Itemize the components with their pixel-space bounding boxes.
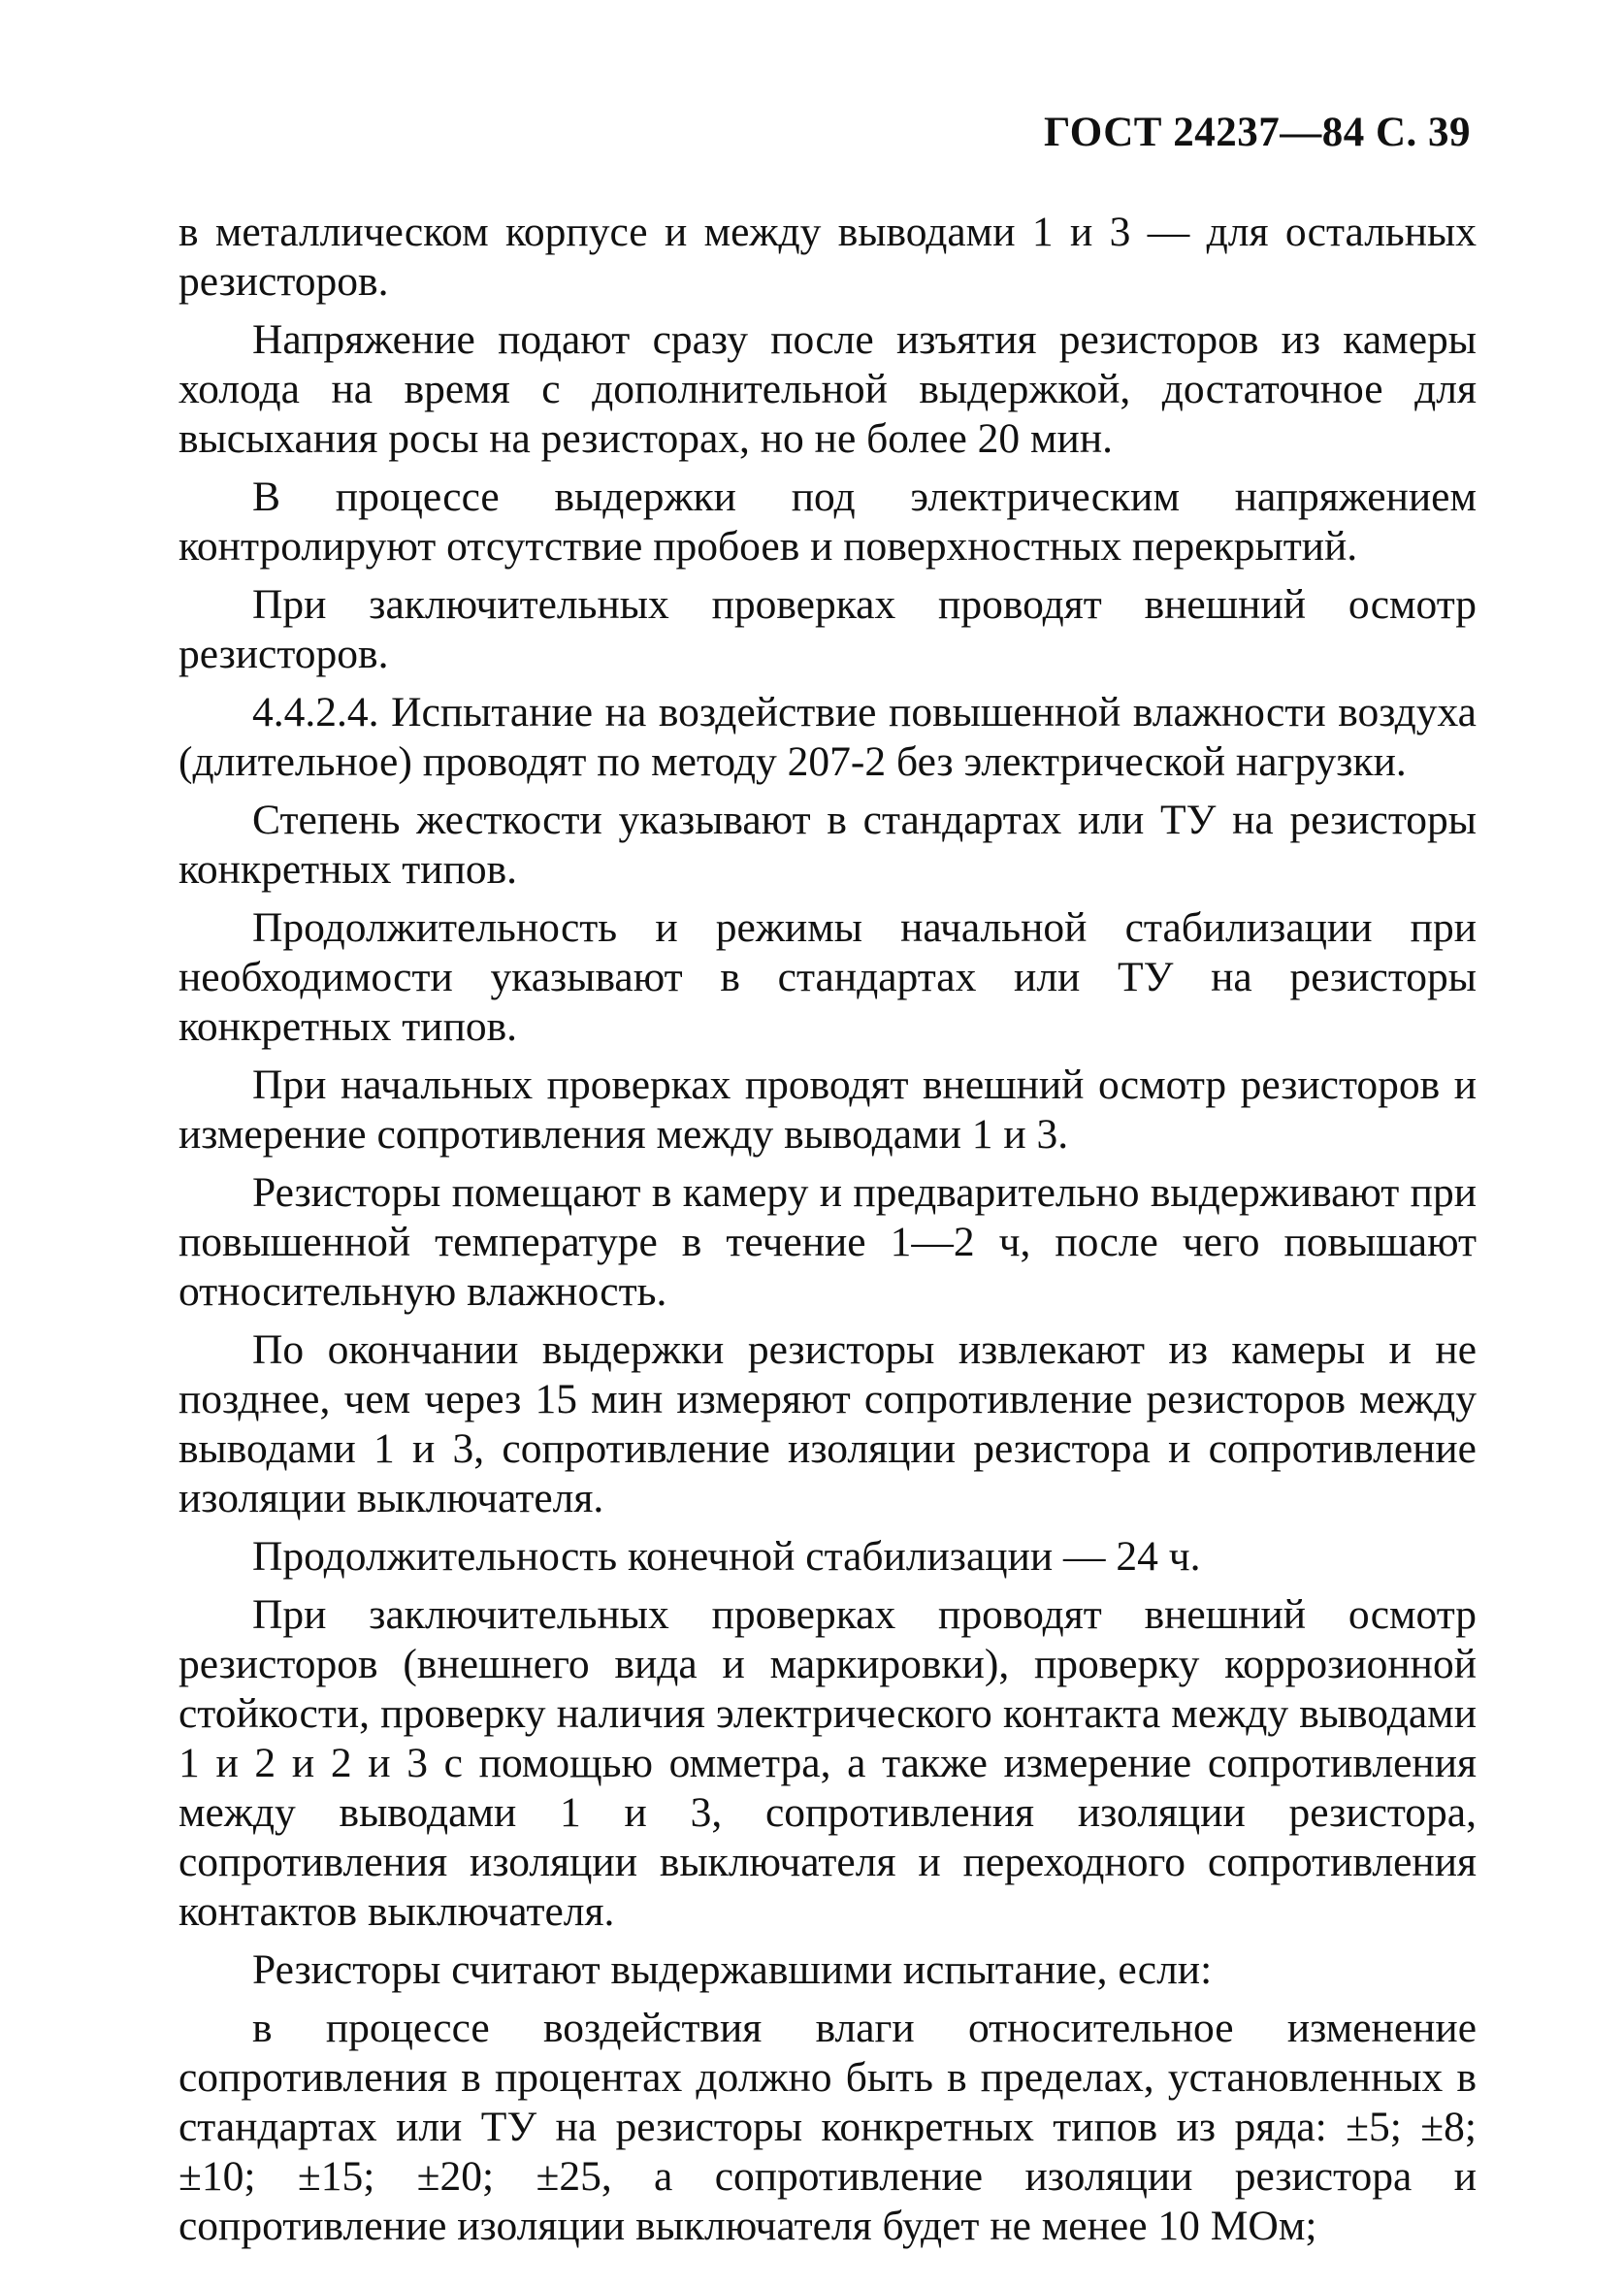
paragraph: В процессе выдержки под электрическим напряжением контролируют отсутствие пробоев и поверхностных перекрытий. xyxy=(179,474,1477,570)
paragraph: Резисторы считают выдержавшими испытание, если: xyxy=(252,1946,1213,1993)
document-body xyxy=(179,208,1477,2260)
paragraph: При заключительных проверках проводят внешний осмотр резисторов. xyxy=(179,581,1477,677)
paragraph: Напряжение подают сразу после изъятия резисторов из камеры холода на время с дополнительной выдержкой, достаточное для высыхания росы на резисторах, но не более 20 мин. xyxy=(179,316,1477,462)
section-4-4-2-4-heading-paragraph: 4.4.2.4. Испытание на воздействие повышенной влажности воздуха (длительное) проводят по методу 207-2 без электрической нагрузки. xyxy=(179,689,1477,785)
paragraph: Степень жесткости указывают в стандартах или ТУ на резисторы конкретных типов. xyxy=(179,797,1477,893)
paragraph: Продолжительность и режимы начальной стабилизации при необходимости указывают в стандартах или ТУ на резисторы конкретных типов. xyxy=(179,904,1477,1050)
paragraph: По окончании выдержки резисторы извлекают из камеры и не позднее, чем через 15 мин измеряют сопротивление резисторов между выводами 1 и 3, сопротивление изоляции резистора и сопротивление изоляции выключателя. xyxy=(179,1326,1477,1521)
paragraph: Резисторы помещают в камеру и предварительно выдерживают при повышенной температуре в течение 1—2 ч, после чего повышают относительную влажность. xyxy=(179,1169,1477,1315)
paragraph: Продолжительность конечной стабилизации — 24 ч. xyxy=(252,1533,1201,1580)
paragraph-continuation: в металлическом корпусе и между выводами 1 и 3 — для остальных резисторов. xyxy=(179,209,1477,305)
paragraph: в процессе воздействия влаги относительное изменение сопротивления в процентах должно быть в пределах, установленных в стандартах или ТУ на резисторы конкретных типов из ряда: ±5; ±8; ±10; ±15; ±20; ±25, а сопротивление изоляции резистора и сопротивление изоляции выключателя будет не менее 10 МОм; xyxy=(179,2005,1477,2249)
paragraph: При начальных проверках проводят внешний осмотр резисторов и измерение сопротивления между выводами 1 и 3. xyxy=(179,1062,1477,1158)
paragraph: При заключительных проверках проводят внешний осмотр резисторов (внешнего вида и маркировки), проверку коррозионной стойкости, проверку наличия электрического контакта между выводами 1 и 2 и 2 и 3 с помощью омметра, а также измерение сопротивления между выводами 1 и 3, сопротивления изоляции резистора, сопротивления изоляции выключателя и переходного сопротивления контактов выключателя. xyxy=(179,1591,1477,1935)
page-header: ГОСТ 24237—84 С. 39 xyxy=(1043,110,1471,155)
